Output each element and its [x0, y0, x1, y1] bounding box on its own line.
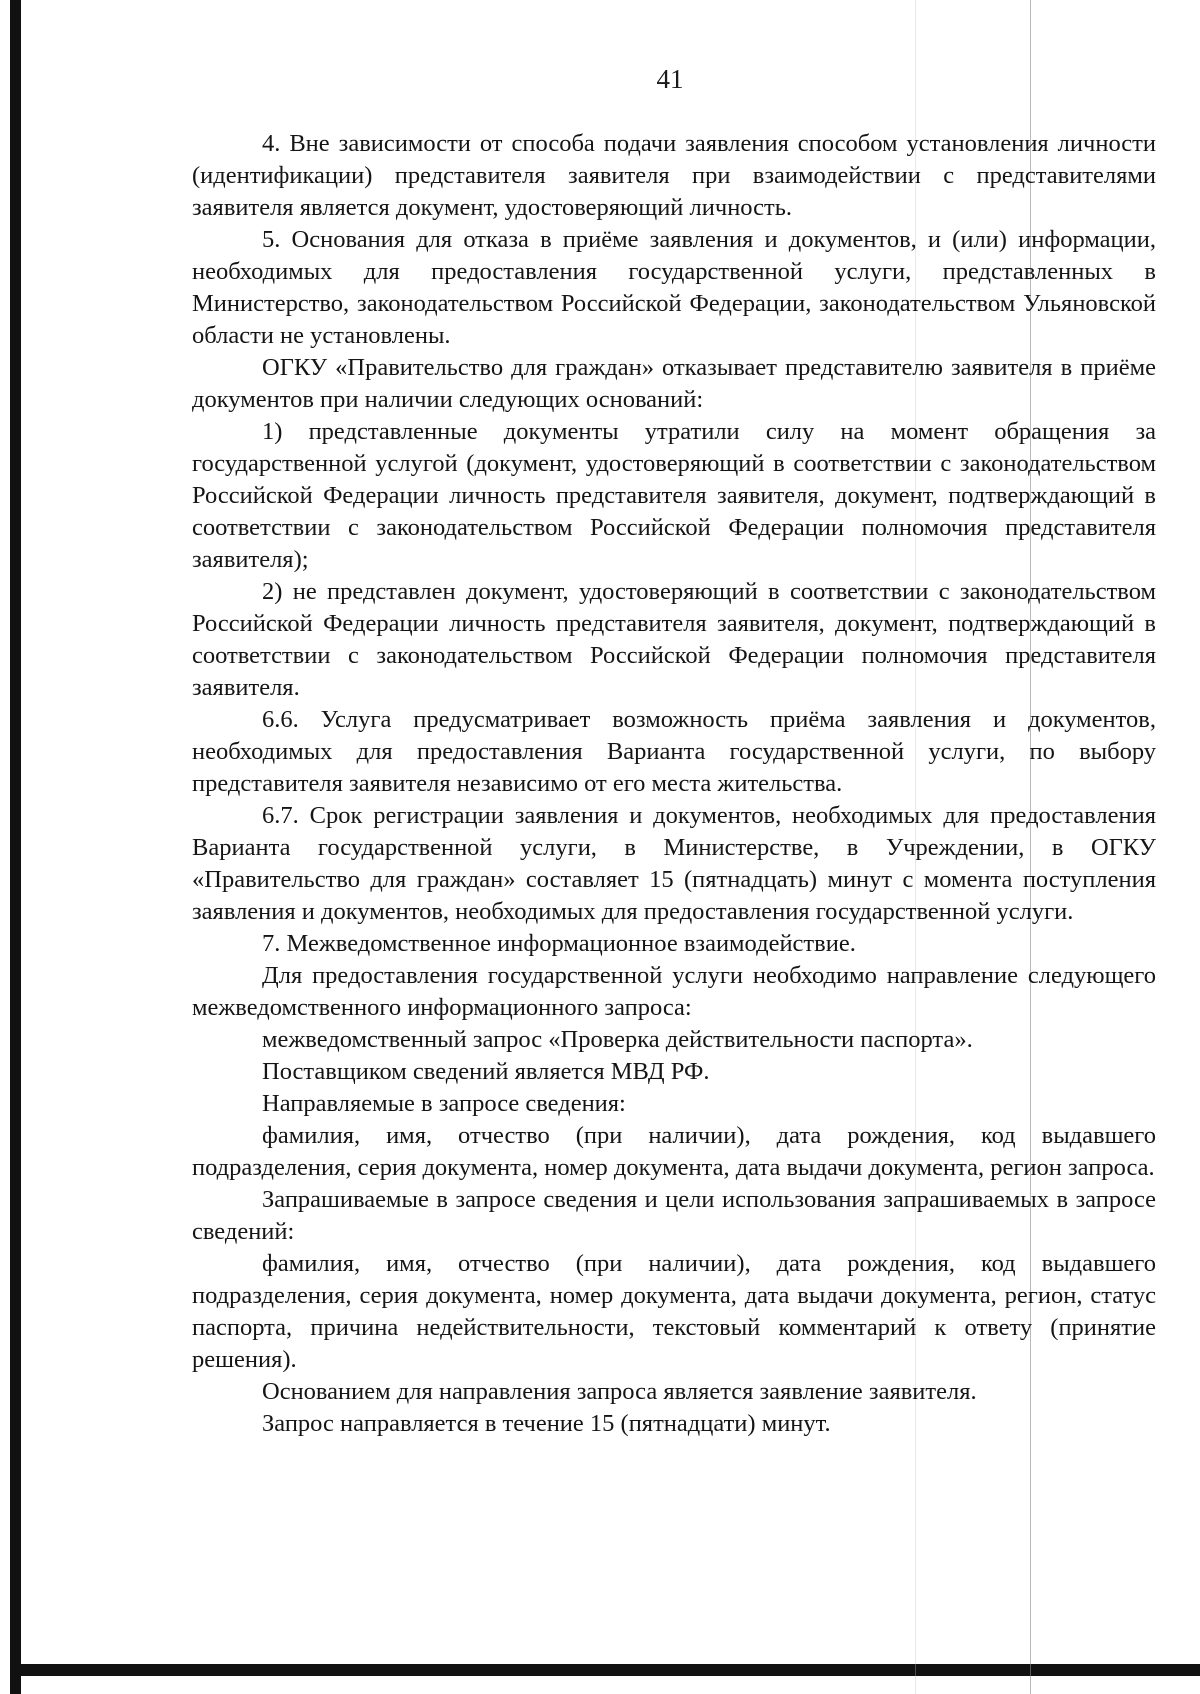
paragraph-sent-data: фамилия, имя, отчество (при наличии), дата рождения, код выдавшего подразделения, серия документа, номер документа, дата выдачи документа, регион запроса. — [192, 1122, 1156, 1181]
paragraph-4-identification: 4. Вне зависимости от способа подачи заявления способом установления личности (идентификации) представителя заявителя при взаимодействии с представителями заявителя является документ, удостоверяющий личность. — [192, 130, 1156, 221]
paragraph-requested-data-heading: Запрашиваемые в запросе сведения и цели использования запрашиваемых в запросе сведений: — [192, 1186, 1156, 1245]
paragraph-request-need: Для предоставления государственной услуги необходимо направление следующего межведомственного информационного запроса: — [192, 962, 1156, 1021]
paragraph-7-heading: 7. Межведомственное информационное взаимодействие. — [262, 930, 856, 957]
scan-edge-left — [10, 0, 21, 1694]
paragraph-5-refusal-grounds: 5. Основания для отказа в приёме заявления и документов, и (или) информации, необходимых для предоставления государственной услуги, представленных в Министерство, законодательством Российской Федерации, законодательством Ульяновской области не установлены. — [192, 226, 1156, 349]
paragraph-request-time: Запрос направляется в течение 15 (пятнадцати) минут. — [262, 1410, 831, 1437]
paragraph-ground-1: 1) представленные документы утратили силу на момент обращения за государственной услугой (документ, удостоверяющий в соответствии с законодательством Российской Федерации личность представителя заявителя, документ, подтверждающий в соответствии с законодательством Российской Федерации полномочия представителя заявителя); — [192, 418, 1156, 573]
document-body — [192, 128, 1156, 1440]
paragraph-sent-data-heading: Направляемые в запросе сведения: — [262, 1090, 626, 1117]
paragraph-6-6: 6.6. Услуга предусматривает возможность приёма заявления и документов, необходимых для предоставления Варианта государственной услуги, по выбору представителя заявителя независимо от его места жительства. — [192, 706, 1156, 797]
scan-edge-bottom — [10, 1664, 1200, 1676]
paragraph-requested-data: фамилия, имя, отчество (при наличии), дата рождения, код выдавшего подразделения, серия документа, номер документа, дата выдачи документа, регион, статус паспорта, причина недействительности, текстовый комментарий к ответу (принятие решения). — [192, 1250, 1156, 1373]
paragraph-6-7: 6.7. Срок регистрации заявления и документов, необходимых для предоставления Варианта государственной услуги, в Министерстве, в Учреждении, в ОГКУ «Правительство для граждан» составляет 15 (пятнадцать) минут с момента поступления заявления и документов, необходимых для предоставления государственной услуги. — [192, 802, 1156, 925]
paragraph-request-name: межведомственный запрос «Проверка действительности паспорта». — [262, 1026, 973, 1053]
paragraph-request-basis: Основанием для направления запроса является заявление заявителя. — [262, 1378, 977, 1405]
paragraph-ground-2: 2) не представлен документ, удостоверяющий в соответствии с законодательством Российской Федерации личность представителя заявителя, документ, подтверждающий в соответствии с законодательством Российской Федерации полномочия представителя заявителя. — [192, 578, 1156, 701]
paragraph-provider: Поставщиком сведений является МВД РФ. — [262, 1058, 710, 1085]
paragraph-ogku-refusal: ОГКУ «Правительство для граждан» отказывает представителю заявителя в приёме документов при наличии следующих оснований: — [192, 354, 1156, 413]
page-number: 41 — [656, 64, 684, 94]
